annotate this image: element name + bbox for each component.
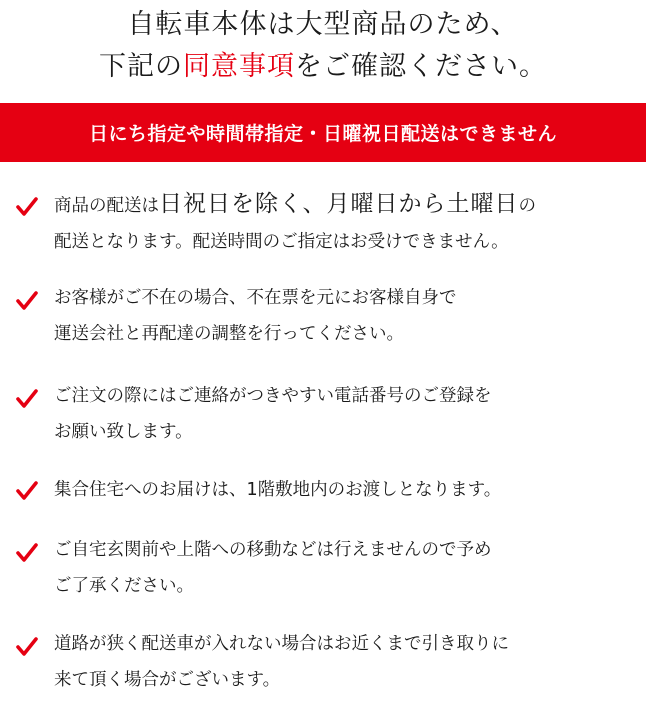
checkmark-icon xyxy=(14,288,40,314)
list-item-text xyxy=(54,472,639,508)
list-item-text xyxy=(54,280,639,352)
headline-line-2-after: をご確認ください。 xyxy=(295,51,547,82)
checkmark-icon xyxy=(14,478,40,504)
headline-line-2 xyxy=(0,46,646,88)
list-item-text xyxy=(54,626,639,698)
list-item-segment: の xyxy=(518,196,537,216)
checkmark-icon xyxy=(14,386,40,412)
list-item-text xyxy=(54,186,639,260)
headline xyxy=(0,4,646,88)
list-item-line: お客様がご不在の場合、不在票を元にお客様自身で xyxy=(54,288,457,308)
warning-banner xyxy=(0,103,646,162)
list-item-line: ご自宅玄関前や上階への移動などは行えませんので予め xyxy=(54,540,492,560)
list-item-text xyxy=(54,378,639,450)
list-item-emphasis: 日祝日を除く、月曜日から土曜日 xyxy=(159,191,519,217)
list-item-segment: 商品の配送は xyxy=(54,196,159,216)
checkmark-icon xyxy=(14,634,40,660)
checkmark-icon xyxy=(14,540,40,566)
list-item-line: お願い致します。 xyxy=(54,422,193,442)
list-item-line: ご注文の際にはご連絡がつきやすい電話番号のご登録を xyxy=(54,386,492,406)
list-item-text xyxy=(54,532,639,604)
list-item-line: 来て頂く場合がございます。 xyxy=(54,670,281,690)
list-item-line xyxy=(54,186,639,224)
list-item-line: 道路が狭く配送車が入れない場合はお近くまで引き取りに xyxy=(54,634,509,654)
checkmark-icon xyxy=(14,194,40,220)
headline-accent: 同意事項 xyxy=(183,51,295,82)
list-item-line: 運送会社と再配達の調整を行ってください。 xyxy=(54,324,404,344)
headline-line-2-before: 下記の xyxy=(99,51,183,82)
list-item-line: ご了承ください。 xyxy=(54,576,194,596)
list-item-line: 集合住宅へのお届けは、1階敷地内のお渡しとなります。 xyxy=(54,480,502,500)
headline-line-1: 自転車本体は大型商品のため、 xyxy=(127,9,519,40)
list-item-line: 配送となります。配送時間のご指定はお受けできません。 xyxy=(54,232,509,252)
banner-text: 日にち指定や時間帯指定・日曜祝日配送はできません xyxy=(88,123,557,145)
